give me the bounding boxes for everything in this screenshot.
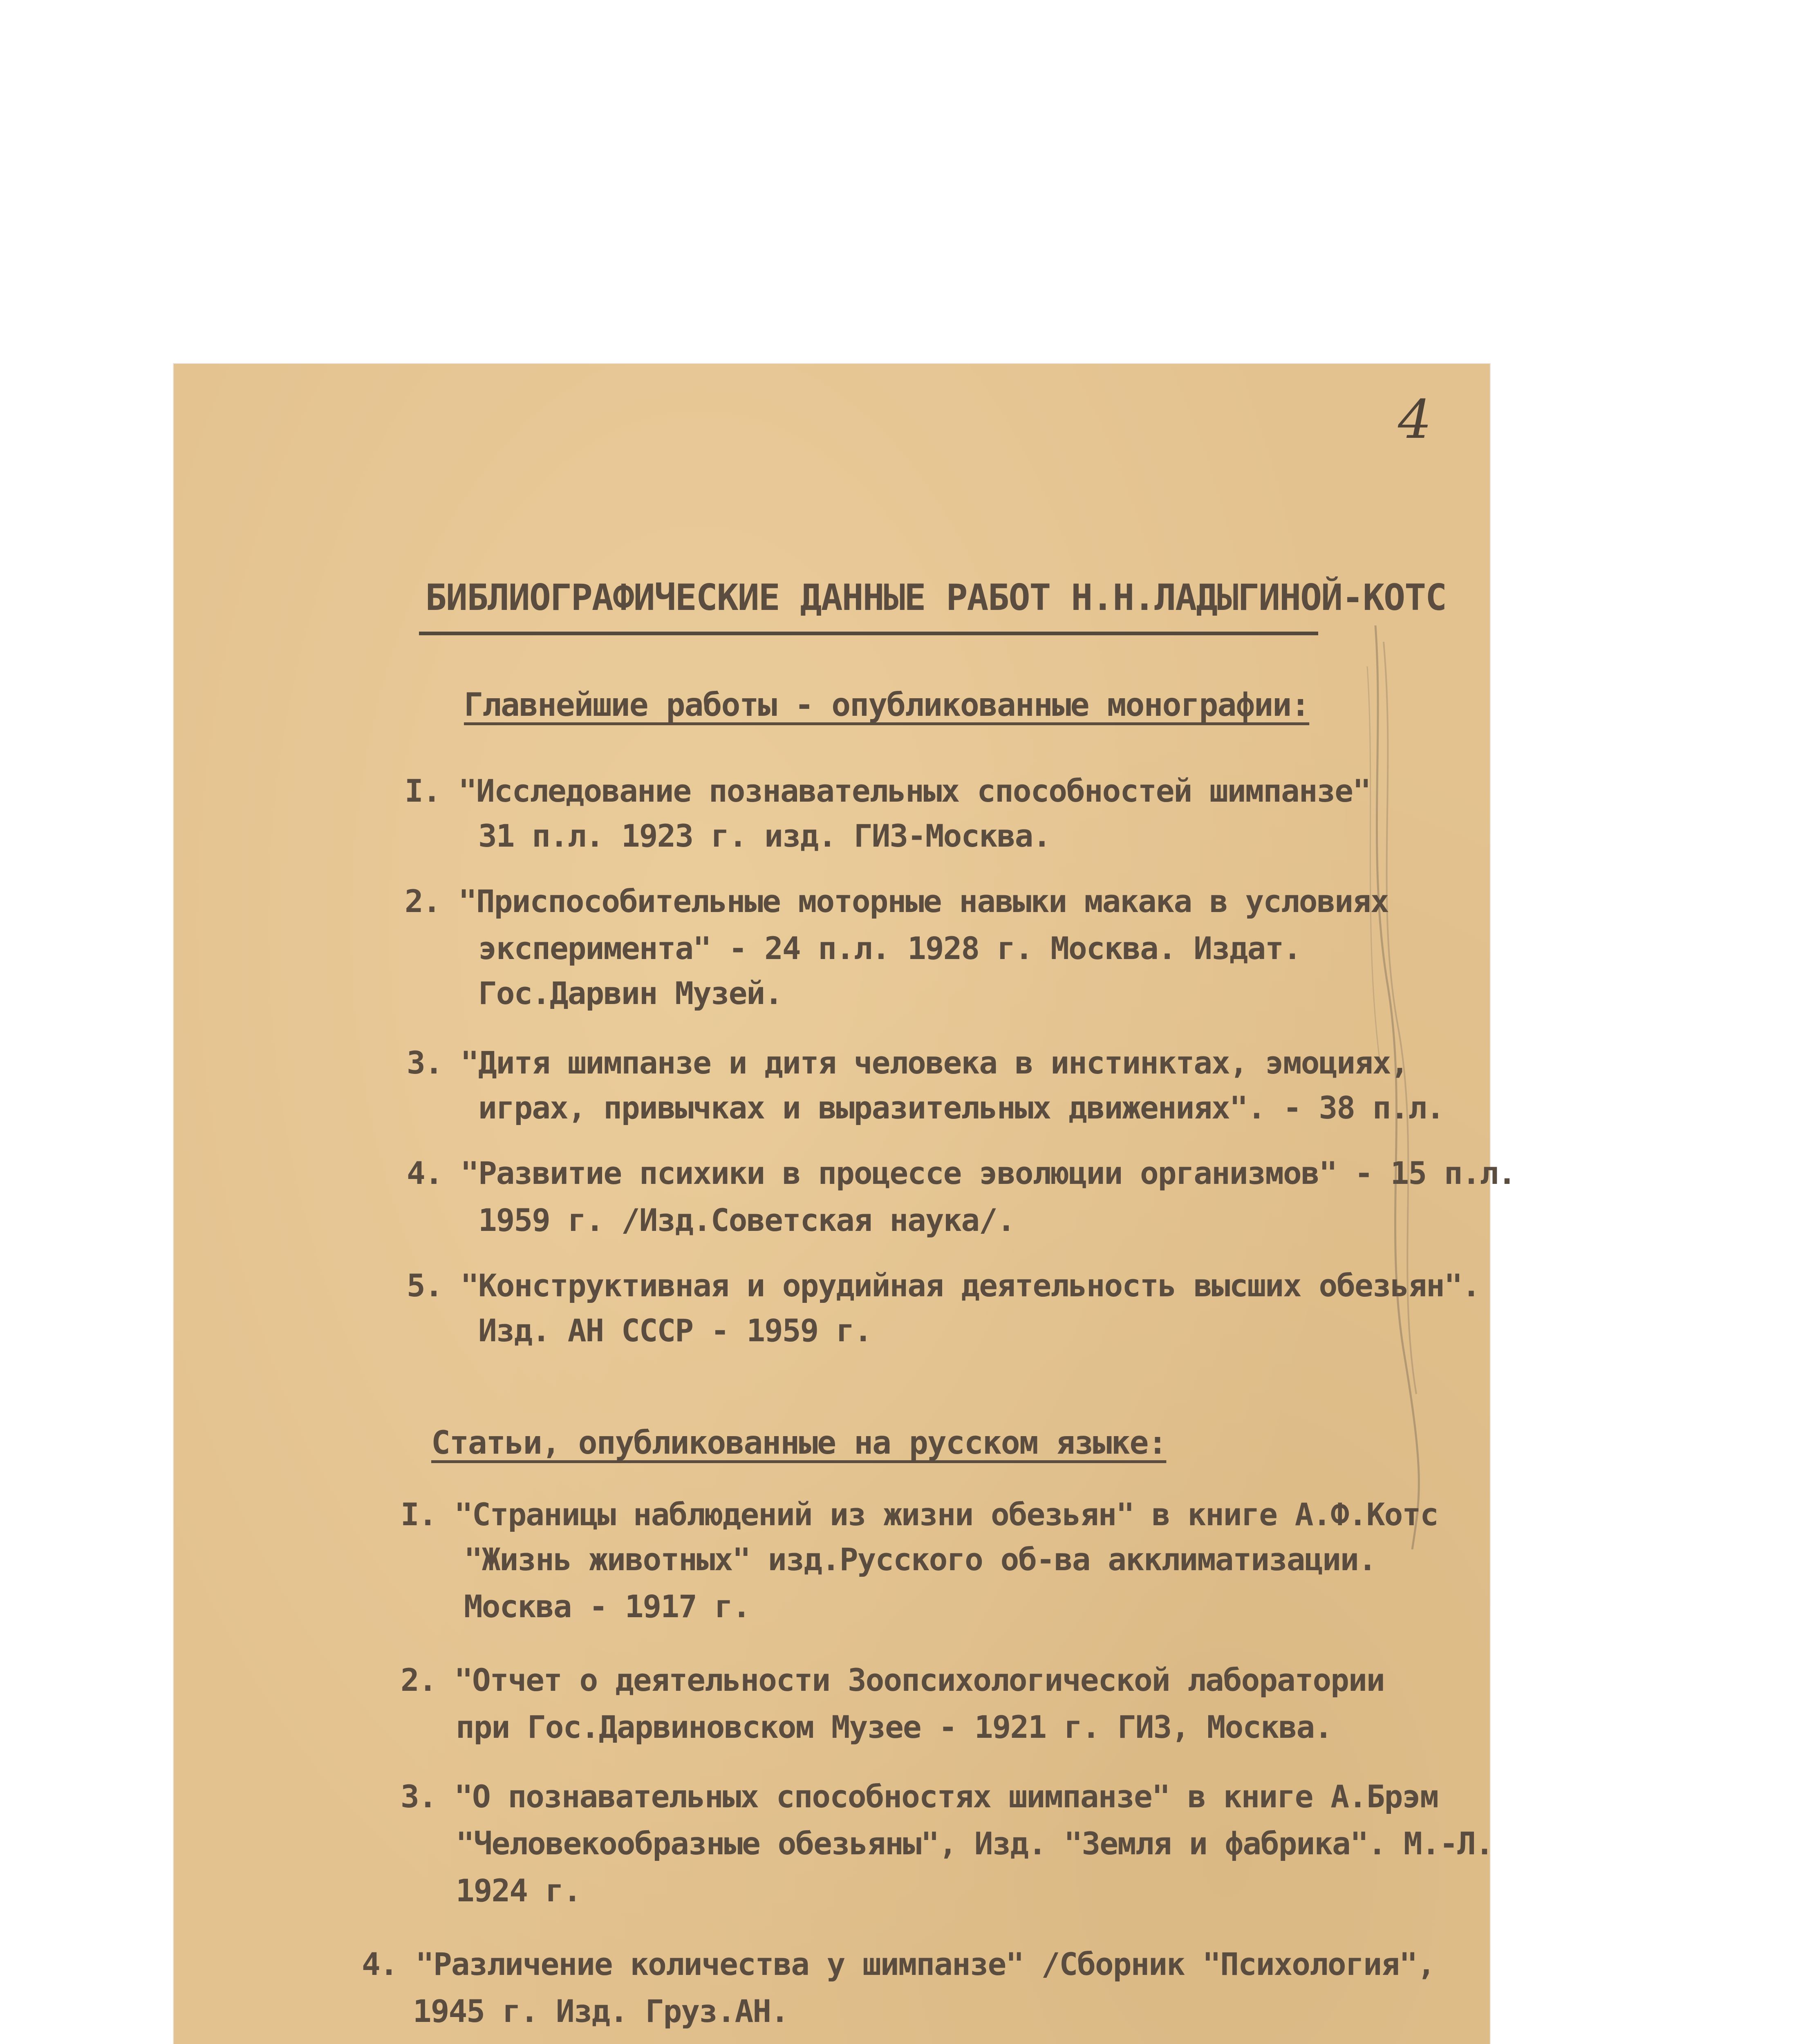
monograph-line: 3. "Дитя шимпанзе и дитя человека в инстинктах, эмоциях,	[407, 1044, 1409, 1081]
monograph-line: эксперимента" - 24 п.л. 1928 г. Москва. Издат.	[478, 930, 1301, 966]
monograph-line: 5. "Конструктивная и орудийная деятельность высших обезьян".	[407, 1267, 1480, 1304]
page-title: БИБЛИОГРАФИЧЕСКИЕ ДАННЫЕ РАБОТ Н.Н.ЛАДЫГИНОЙ-КОТС	[425, 576, 1447, 619]
article-line: "Жизнь животных" изд.Русского об-ва акклиматизации.	[464, 1541, 1376, 1578]
article-line: 3. "О познавательных способностях шимпанзе" в книге А.Брэм	[401, 1778, 1438, 1815]
article-line: Москва - 1917 г.	[464, 1588, 750, 1625]
monograph-line: играх, привычках и выразительных движениях". - 38 п.л.	[478, 1089, 1444, 1126]
monograph-line: Гос.Дарвин Музей.	[478, 975, 782, 1011]
document-page	[174, 364, 1516, 2044]
article-line: 1924 г.	[456, 1872, 581, 1909]
monograph-line: 4. "Развитие психики в процессе эволюции организмов" - 15 п.л.	[407, 1155, 1516, 1191]
title-underline	[419, 632, 1318, 635]
article-line: 1945 г. Изд. Груз.АН.	[413, 1993, 788, 2029]
monograph-line: 31 п.л. 1923 г. изд. ГИЗ-Москва.	[478, 818, 1051, 854]
monograph-line: 1959 г. /Изд.Советская наука/.	[478, 1202, 1015, 1238]
margin-pencil-mark	[1359, 617, 1449, 1558]
monograph-line: 2. "Приспособительные моторные навыки макака в условиях	[405, 883, 1388, 919]
article-line: I. "Страницы наблюдений из жизни обезьян" в книге А.Ф.Котс	[401, 1496, 1438, 1533]
monograph-line: Изд. АН СССР - 1959 г.	[478, 1312, 872, 1349]
article-line: "Человекообразные обезьяны", Изд. "Земля и фабрика". М.-Л.	[456, 1825, 1493, 1862]
monograph-line: I. "Исследование познавательных способностей шимпанзе"	[405, 773, 1371, 809]
articles-heading: Статьи, опубликованные на русском языке:	[431, 1425, 1167, 1461]
monographs-heading: Главнейшие работы - опубликованные монографии:	[464, 687, 1310, 724]
article-line: при Гос.Дарвиновском Музее - 1921 г. ГИЗ, Москва.	[456, 1709, 1333, 1745]
page-number: 4	[1398, 388, 1432, 450]
article-line: 4. "Различение количества у шимпанзе" /Сборник "Психология",	[362, 1946, 1435, 1982]
article-line: 2. "Отчет о деятельности Зоопсихологической лаборатории	[401, 1662, 1384, 1698]
